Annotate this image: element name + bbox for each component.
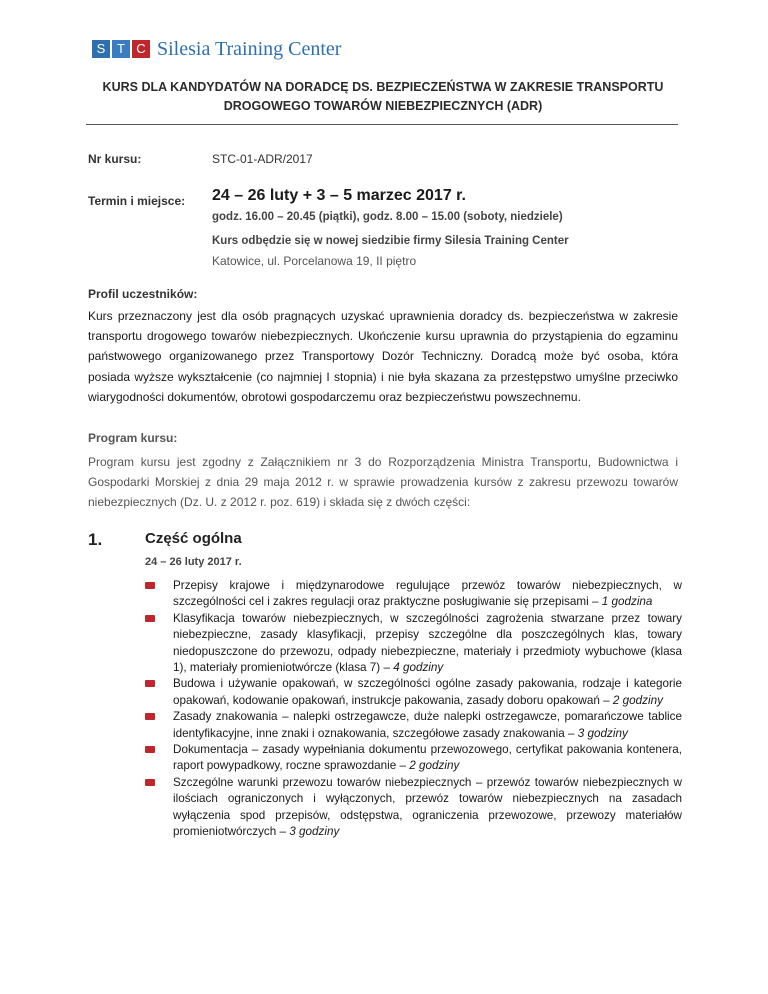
topic-text: Przepisy krajowe i międzynarodowe regulujące przewóz towarów niebezpiecznych, w szczególności cel i zakres regulacji oraz praktyczne posługiwanie się przepisami – (173, 579, 682, 609)
title-line-2: DROGOWEGO TOWARÓW NIEBEZPIECZNYCH (ADR) (223, 99, 543, 113)
topic-hours: 1 godzina (601, 595, 653, 609)
course-number-value: STC-01-ADR/2017 (212, 152, 313, 166)
topic-text: Dokumentacja – zasady wypełniania dokumentu przewozowego, certyfikat pakowania kontenera, raport powypadkowy, roczne sprawozdanie – (173, 743, 682, 773)
topic-hours: 4 godziny (393, 661, 444, 675)
location-line (212, 235, 569, 247)
company-logo (92, 38, 341, 60)
program-heading: Program kursu: (88, 431, 178, 445)
topic-text: Budowa i używanie opakowań, w szczególności ogólne zasady pakowania, rodzaje i kategorie opakowań, kodowanie opakowań, instrukcje pakowania, zasady doboru opakowań – (173, 677, 682, 707)
part-date: 24 – 26 luty 2017 r. (145, 556, 242, 568)
bullet-marker (145, 582, 155, 589)
topic-hours: 2 godziny (409, 759, 460, 773)
term-label: Termin i miejsce: (88, 194, 186, 208)
topic-text: Zasady znakowania – nalepki ostrzegawcze, duże nalepki ostrzegawcze, pomarańczowe tablice identyfikacyjne, inne znaki i oznakowania, szczegółowe zasady znakowania – (173, 710, 682, 740)
bullet-marker (145, 779, 155, 786)
list-item (145, 742, 682, 775)
title-divider (86, 124, 678, 125)
location-company: Silesia Training Center (444, 235, 569, 247)
term-hours: godz. 16.00 – 20.45 (piątki), godz. 8.00 – 15.00 (soboty, niedziele) (212, 211, 563, 223)
bullet-marker (145, 615, 155, 622)
profile-heading: Profil uczestników: (88, 287, 198, 301)
title-line-1: KURS DLA KANDYDATÓW NA DORADCĘ DS. BEZPIECZEŃSTWA W ZAKRESIE TRANSPORTU (102, 80, 664, 94)
location-intro: Kurs odbędzie się w nowej siedzibie firmy (212, 235, 442, 247)
topic-hours: 2 godziny (612, 693, 663, 707)
document-title (88, 78, 678, 116)
location-address: Katowice, ul. Porcelanowa 19, II piętro (212, 254, 417, 268)
logo-letter-t: T (112, 40, 130, 58)
topic-text: Klasyfikacja towarów niebezpiecznych, w szczególności zagrożenia stwarzane przez towary niebezpieczne, zasady klasyfikacji, przepisy szczególne dla poszczególnych klas, towary niedopuszczone do przewozu, odpady niebezpieczne, materiały i przedmioty wybuchowe (klasa 1), materiały promieniotwórcze (klasa 7) – (173, 611, 682, 675)
profile-text: Kurs przeznaczony jest dla osób pragnących uzyskać uprawnienia doradcy ds. bezpieczeństwa w zakresie transportu drogowego towarów niebezpiecznych. Ukończenie kursu uprawnia do przystąpienia do egzaminu państwowego organizowanego przez Transportowy Dozór Techniczny. Doradcą może być osoba, która posiada wyższe wykształcenie (co najmniej I stopnia) i nie była skazana za przestępstwo umyślne przeciwko wiarygodności dokumentów, obrotowi gospodarczemu oraz bezpieczeństwu powszechnemu. (88, 309, 678, 404)
topic-text: Szczególne warunki przewozu towarów niebezpiecznych – przewóz towarów niebezpiecznych w ilościach ograniczonych i wyłączonych, przewóz towarów niebezpiecznych na zasadach wyłączenia spod przepisów, odstępstwa, ograniczenia przewozowe, przewozy materiałów promieniotwórczych – (173, 775, 682, 839)
part-title: Część ogólna (145, 530, 242, 547)
part-topic-list (145, 578, 682, 841)
part-number: 1. (88, 530, 103, 549)
bullet-marker (145, 680, 155, 687)
bullet-marker (145, 713, 155, 720)
logo-company-name: Silesia Training Center (157, 37, 342, 60)
course-number-label: Nr kursu: (88, 152, 142, 166)
list-item (145, 676, 682, 709)
topic-hours: 3 godziny (289, 825, 340, 839)
term-dates: 24 – 26 luty + 3 – 5 marzec 2017 r. (212, 187, 466, 204)
list-item (145, 775, 682, 841)
list-item (145, 709, 682, 742)
logo-letter-s: S (92, 40, 110, 58)
list-item (145, 578, 682, 611)
topic-hours: 3 godziny (577, 726, 628, 740)
bullet-marker (145, 746, 155, 753)
logo-letter-c: C (132, 40, 150, 58)
list-item (145, 611, 682, 677)
program-text: Program kursu jest zgodny z Załącznikiem nr 3 do Rozporządzenia Ministra Transportu, Budownictwa i Gospodarki Morskiej z dnia 29 maja 2012 r. w sprawie prowadzenia kursów z zakresu przewozu towarów niebezpiecznych (Dz. U. z 2012 r. poz. 619) i składa się z dwóch części: (88, 455, 678, 510)
